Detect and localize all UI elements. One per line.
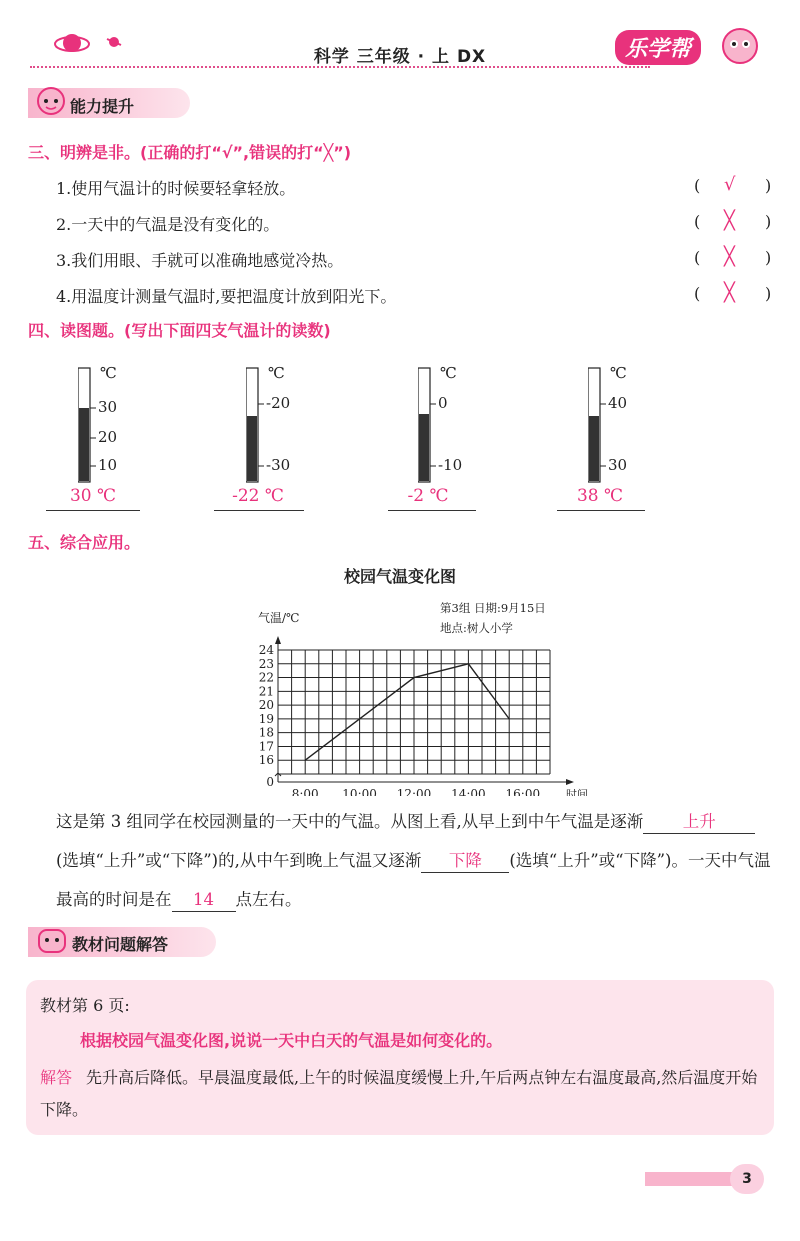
para-text-1: 这是第 3 组同学在校园测量的一天中的气温。从图上看,从早上到中午气温是逐渐 <box>56 812 644 831</box>
thermometer-2-underline <box>214 510 304 511</box>
blank-2: 下降 <box>421 850 509 873</box>
header-divider <box>30 66 650 68</box>
answer-2: ╳ <box>724 210 735 231</box>
thermometer-2-label-a: -20 <box>266 394 291 412</box>
y-axis-label: 气温/℃ <box>258 611 300 625</box>
thermometer-3-label-b: -10 <box>438 456 463 474</box>
answer-paren-3-close: ) <box>765 248 772 267</box>
x-axis-arrow <box>566 779 574 785</box>
thermometer-1-unit: ℃ <box>100 364 117 382</box>
answer-paren-2-close: ) <box>765 212 772 231</box>
x-tick-label: 8:00 <box>291 787 319 796</box>
para-text-2: (选填“上升”或“下降”)的,从中午到晚上气温又逐渐 <box>56 851 422 870</box>
answer-paren-1: ( <box>694 176 701 195</box>
section3-note: (正确的打“√”,错误的打“╳”) <box>140 143 352 162</box>
blank-3: 14 <box>172 889 236 912</box>
page-header-title: 科学 三年级 · 上 DX <box>313 47 487 67</box>
answer-paren-4: ( <box>694 284 701 303</box>
answer-4: ╳ <box>724 282 735 303</box>
section4-title <box>28 318 331 341</box>
x-tick-label: 12:00 <box>396 787 432 796</box>
ability-banner-label: 能力提升 <box>70 97 135 116</box>
textbook-page-ref: 教材第 6 页: <box>40 996 130 1015</box>
temperature-line <box>305 664 509 760</box>
section4-note: (写出下面四支气温计的读数) <box>124 321 331 340</box>
answer-text: 先升高后降低。早晨温度最低,上午的时候温度缓慢上升,午后两点钟左右温度最高,然后温度开始下降。 <box>40 1068 758 1119</box>
application-paragraph <box>56 802 776 919</box>
answer-paren-4-close: ) <box>765 284 772 303</box>
section5-title: 五、综合应用。 <box>28 533 141 552</box>
temperature-chart <box>240 596 600 800</box>
y-tick-label: 16 <box>258 753 274 768</box>
question-3: 3.我们用眼、手就可以准确地感觉冷热。 <box>56 251 344 270</box>
textbook-answer <box>40 1062 760 1126</box>
thermometer-3-reading: -2 ℃ <box>407 486 449 506</box>
section3-heading: 三、明辨是非。 <box>28 143 141 162</box>
answer-1: √ <box>724 174 736 195</box>
thermometer-1-label-b: 20 <box>98 428 118 446</box>
answer-paren-1-close: ) <box>765 176 772 195</box>
page-number: 3 <box>730 1164 764 1194</box>
thermometer-2-reading: -22 ℃ <box>232 486 284 506</box>
para-text-3: (选填“上升”或“下降”)。一天中气温最高的时间是在 <box>56 851 771 909</box>
temperature-chart-svg <box>240 596 600 796</box>
thermometer-1-underline <box>46 510 140 511</box>
answer-paren-3: ( <box>694 248 701 267</box>
chart-info-line2: 地点:树人小学 <box>440 621 513 635</box>
thermometer-1-reading: 30 ℃ <box>69 486 117 506</box>
x-axis-label: 时间 <box>566 788 588 796</box>
thermometer-4 <box>588 364 668 490</box>
thermometer-1-label-a: 30 <box>98 398 118 416</box>
x-tick-label: 14:00 <box>451 787 486 796</box>
textbook-question: 根据校园气温变化图,说说一天中白天的气温是如何变化的。 <box>80 1031 503 1050</box>
thermometer-4-label-a: 40 <box>608 394 628 412</box>
question-1: 1.使用气温计的时候要轻拿轻放。 <box>56 179 296 198</box>
x-tick-label: 10:00 <box>342 787 377 796</box>
y-tick-label: 20 <box>258 698 274 713</box>
thermometer-1 <box>78 364 158 490</box>
thermometer-3-unit: ℃ <box>440 364 457 382</box>
thermometer-1-label-c: 10 <box>98 456 118 474</box>
chart-info-line1: 第3组 日期:9月15日 <box>440 601 546 615</box>
y-tick-label: 24 <box>258 643 274 657</box>
thermometer-2-label-b: -30 <box>266 456 291 474</box>
thermometer-4-unit: ℃ <box>610 364 627 382</box>
thermometer-3-label-a: 0 <box>438 394 448 412</box>
blank-1: 上升 <box>643 811 755 834</box>
y-tick-label: 19 <box>258 711 274 726</box>
para-text-4: 点左右。 <box>235 890 302 909</box>
question-4: 4.用温度计测量气温时,要把温度计放到阳光下。 <box>56 287 397 306</box>
girl-avatar-icon <box>34 84 68 124</box>
y-tick-label: 0 <box>266 775 274 789</box>
mascot-icon <box>712 24 768 70</box>
brand-logo: 乐学帮 <box>615 30 701 65</box>
question-2: 2.一天中的气温是没有变化的。 <box>56 215 280 234</box>
mascot-small-icon <box>34 922 70 962</box>
thermometer-4-underline <box>557 510 645 511</box>
y-tick-label: 17 <box>258 739 274 754</box>
thermometer-3-underline <box>388 510 476 511</box>
answer-3: ╳ <box>724 246 735 267</box>
thermometer-4-label-b: 30 <box>608 456 628 474</box>
answer-label: 解答 <box>40 1068 73 1087</box>
section4-heading: 四、读图题。 <box>28 321 125 340</box>
thermometer-4-reading: 38 ℃ <box>576 486 624 506</box>
y-axis-arrow <box>275 636 281 644</box>
thermometer-2-unit: ℃ <box>268 364 285 382</box>
answer-paren-2: ( <box>694 212 701 231</box>
y-tick-label: 18 <box>258 725 274 740</box>
y-tick-label: 22 <box>258 670 274 685</box>
y-tick-label: 23 <box>258 656 274 671</box>
textbook-banner-label: 教材问题解答 <box>72 935 169 954</box>
chart-title: 校园气温变化图 <box>343 567 456 586</box>
x-tick-label: 16:00 <box>505 787 541 796</box>
y-tick-label: 21 <box>258 684 274 699</box>
section3-title <box>28 140 351 163</box>
